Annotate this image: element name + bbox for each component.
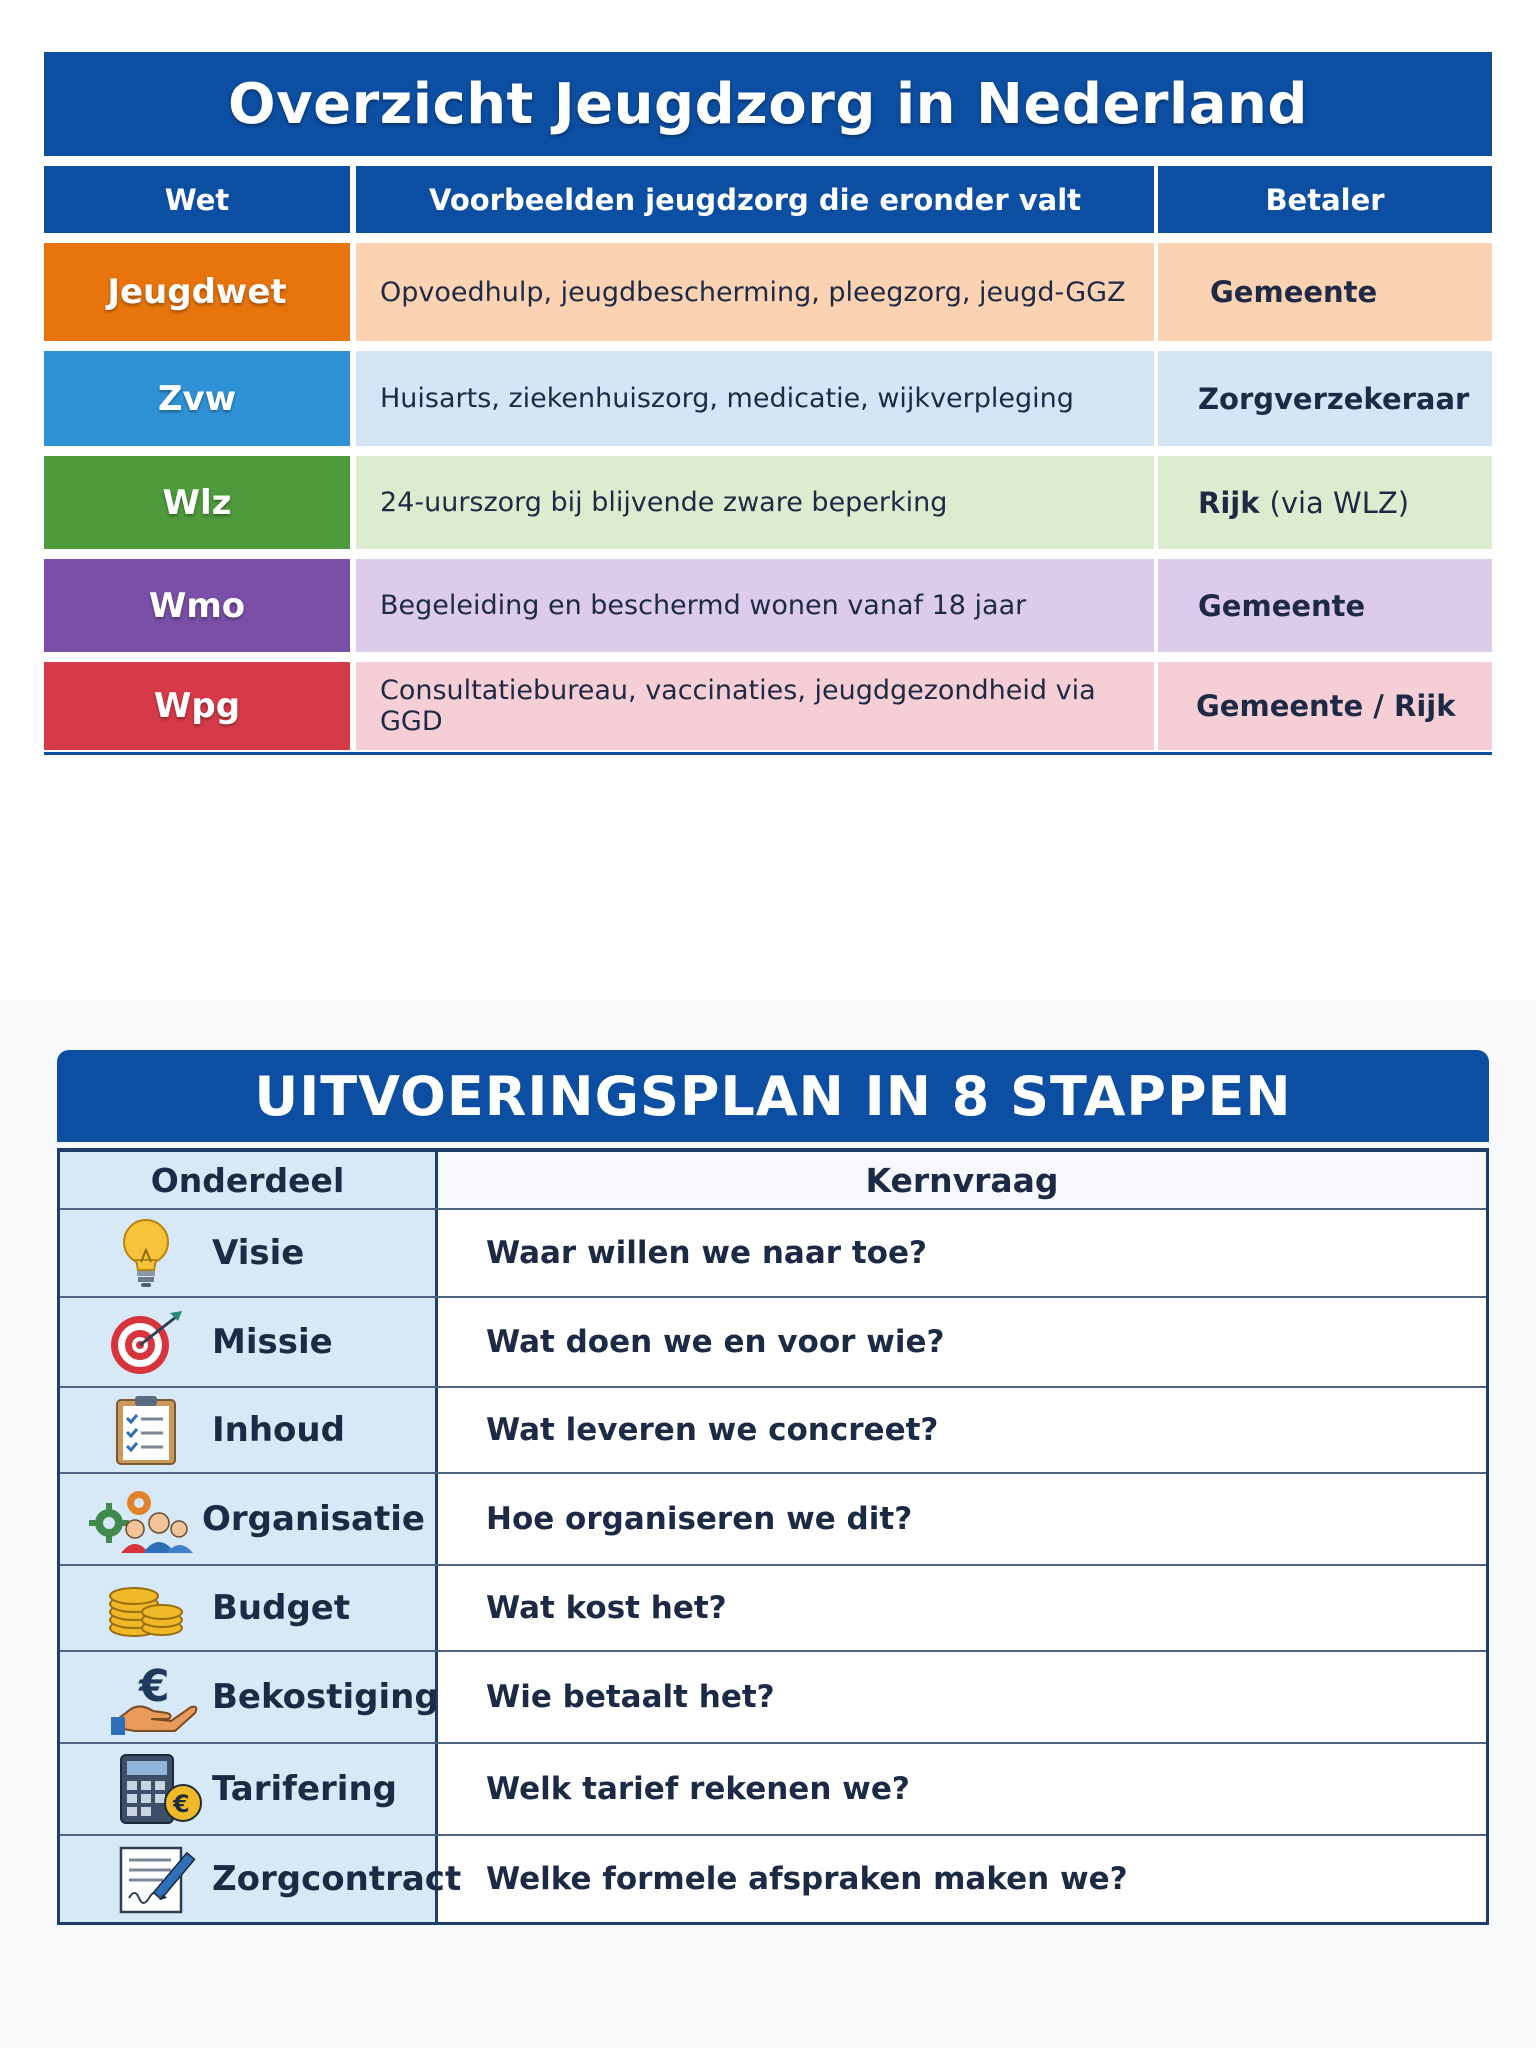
step-label: Inhoud (212, 1410, 345, 1450)
table1-row-jeugdwet (44, 243, 1492, 341)
table2-row-budget (60, 1564, 1486, 1650)
law-payer (1158, 456, 1492, 549)
step-label: Organisatie (202, 1499, 425, 1539)
table2-header-row (60, 1152, 1486, 1208)
jeugdzorg-overview-table (44, 52, 1492, 755)
payer-name: Zorgverzekeraar (1198, 381, 1470, 416)
step-question: Wat leveren we concreet? (486, 1412, 939, 1448)
table1-title: Overzicht Jeugdzorg in Nederland (44, 52, 1492, 156)
law-examples: Opvoedhulp, jeugdbescherming, pleegzorg, jeugd-GGZ (356, 243, 1154, 341)
header-kernvraag: Kernvraag (438, 1152, 1486, 1208)
payer-name: Gemeente (1198, 588, 1366, 623)
header-wet: Wet (44, 166, 350, 233)
step-label: Missie (212, 1322, 333, 1362)
header-examples: Voorbeelden jeugdzorg die eronder valt (356, 166, 1154, 233)
law-examples: Begeleiding en beschermd wonen vanaf 18 jaar (356, 559, 1154, 652)
step-label: Budget (212, 1588, 351, 1628)
law-examples: Huisarts, ziekenhuiszorg, medicatie, wijkverpleging (356, 351, 1154, 446)
step-label: Tarifering (212, 1769, 397, 1809)
header-payer: Betaler (1158, 166, 1492, 233)
law-label: Zvw (44, 351, 350, 446)
table1-row-wpg (44, 662, 1492, 750)
payer-name: Gemeente (1210, 275, 1378, 309)
law-examples: Consultatiebureau, vaccinaties, jeugdgezondheid via GGD (356, 662, 1154, 750)
table2-row-zorgcontract (60, 1834, 1486, 1922)
step-label: Bekostiging (212, 1677, 439, 1717)
table2-row-missie (60, 1296, 1486, 1386)
euro-hand-icon (110, 1661, 202, 1733)
table1-bottom-rule (44, 752, 1492, 755)
law-label: Wpg (44, 662, 350, 750)
svg-text:€: € (139, 1661, 170, 1712)
table2-row-visie (60, 1208, 1486, 1296)
table1-header-row (44, 166, 1492, 233)
contract-icon (114, 1843, 210, 1915)
step-question: Waar willen we naar toe? (486, 1235, 927, 1271)
team-gear-icon (86, 1483, 196, 1555)
table2-row-inhoud (60, 1386, 1486, 1472)
law-label: Jeugdwet (44, 243, 350, 341)
payer-name: Rijk (1198, 485, 1260, 520)
step-question: Welk tarief rekenen we? (486, 1771, 910, 1807)
step-question: Wie betaalt het? (486, 1679, 775, 1715)
table1-row-wlz (44, 456, 1492, 549)
law-payer (1158, 662, 1492, 750)
lightbulb-icon (104, 1217, 188, 1289)
table2-row-bekostiging (60, 1650, 1486, 1742)
table1-row-zvw (44, 351, 1492, 446)
table1-row-wmo (44, 559, 1492, 652)
step-question: Hoe organiseren we dit? (486, 1501, 913, 1537)
law-label: Wmo (44, 559, 350, 652)
target-icon (104, 1306, 188, 1378)
clipboard-icon (104, 1394, 188, 1466)
payer-note: (via WLZ) (1269, 485, 1410, 520)
svg-text:€: € (173, 1790, 190, 1818)
table2-row-organisatie (60, 1472, 1486, 1564)
step-question: Wat kost het? (486, 1590, 727, 1626)
step-label: Visie (212, 1233, 305, 1273)
table2-title: UITVOERINGSPLAN IN 8 STAPPEN (57, 1050, 1489, 1142)
table2-row-tarifering (60, 1742, 1486, 1834)
law-payer (1158, 243, 1492, 341)
step-question: Welke formele afspraken maken we? (486, 1861, 1128, 1897)
step-question: Wat doen we en voor wie? (486, 1324, 945, 1360)
calculator-icon (116, 1753, 212, 1825)
coins-icon (104, 1572, 188, 1644)
step-label: Zorgcontract (212, 1859, 462, 1899)
law-payer (1158, 351, 1492, 446)
header-onderdeel: Onderdeel (60, 1152, 438, 1208)
uitvoeringsplan-table (57, 1050, 1489, 1925)
law-payer (1158, 559, 1492, 652)
payer-name: Gemeente / Rijk (1196, 689, 1456, 723)
law-examples: 24-uurszorg bij blijvende zware beperking (356, 456, 1154, 549)
law-label: Wlz (44, 456, 350, 549)
table2-grid (57, 1148, 1489, 1925)
